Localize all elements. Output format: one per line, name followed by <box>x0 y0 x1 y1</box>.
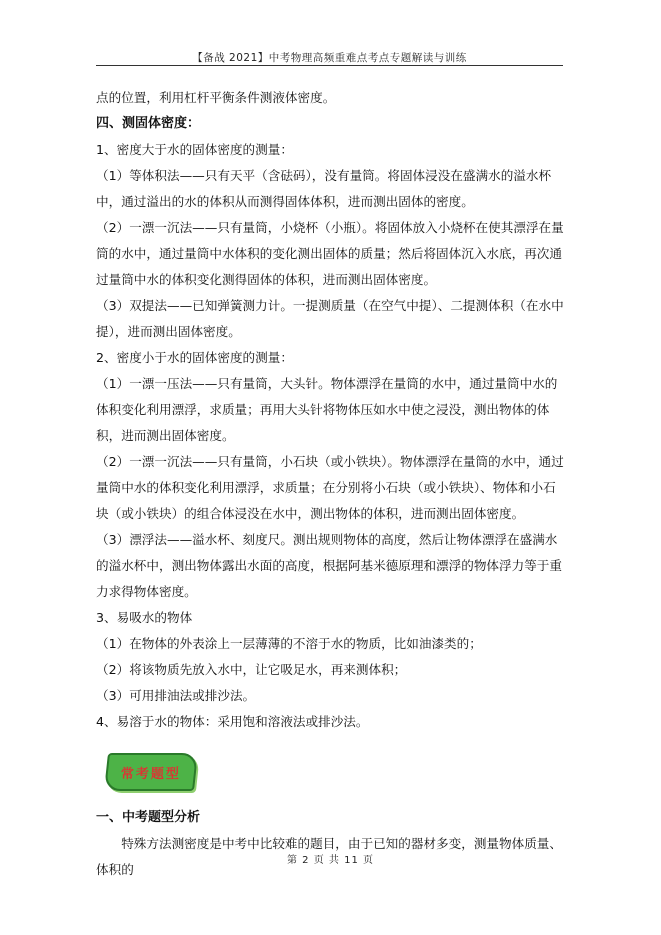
badge-container <box>96 749 566 797</box>
paragraph: （3）漂浮法——溢水杯、刻度尺。测出规则物体的高度，然后让物体漂浮在盛满水的溢水杯中，测出物体露出水面的高度，根据阿基米德原理和漂浮的物体浮力等于重力求得物体密度。 <box>96 532 562 599</box>
badge-label: 常考题型 <box>120 767 181 782</box>
paragraph: 点的位置，利用杠杆平衡条件测液体密度。 <box>96 90 336 105</box>
paragraph: （1）等体积法——只有天平（含砝码），没有量筒。将固体浸没在盛满水的溢水杯中，通过溢出的水的体积从而测得固体体积，进而测出固体的密度。 <box>96 168 552 209</box>
section-badge <box>104 753 198 791</box>
page-footer: 第 2 页 共 11 页 <box>287 855 374 866</box>
paragraph: （1）一漂一压法——只有量筒，大头针。物体漂浮在量筒的水中，通过量筒中水的体积变化利用漂浮，求质量；再用大头针将物体压如水中使之浸没，测出物体的体积，进而测出固体密度。 <box>96 376 558 443</box>
page-header: 【备战 2021】中考物理高频重难点考点专题解读与训练 <box>192 52 467 64</box>
paragraph: 4、易溶于水的物体：采用饱和溶液法或排沙法。 <box>96 714 369 729</box>
paragraph: 特殊方法测密度是中考中比较难的题目，由于已知的器材多变，测量物体质量、体积的 <box>96 836 562 877</box>
section-heading: 四、测固体密度： <box>96 116 201 131</box>
paragraph: 3、易吸水的物体 <box>96 610 193 625</box>
paragraph: （2）一漂一沉法——只有量筒，小烧杯（小瓶）。将固体放入小烧杯在使其漂浮在量筒的水中，通过量筒中水体积的变化测出固体的质量；然后将固体沉入水底，再次通过量筒中水的体积变化测得固体的体积，进而测出固体密度。 <box>96 220 564 287</box>
paragraph: （3）可用排油法或排沙法。 <box>96 688 256 703</box>
paragraph: （2）将该物质先放入水中，让它吸足水，再来测体积； <box>96 662 407 677</box>
paragraph: （2）一漂一沉法——只有量筒，小石块（或小铁块）。物体漂浮在量筒的水中，通过量筒中水的体积变化利用漂浮，求质量；在分别将小石块（或小铁块）、物体和小石块（或小铁块）的组合体浸没在水中，测出物体的体积，进而测出固体密度。 <box>96 454 564 521</box>
paragraph: 2、密度小于水的固体密度的测量： <box>96 350 293 365</box>
section-heading: 一、中考题型分析 <box>96 810 201 825</box>
paragraph: （3）双提法——已知弹簧测力计。一提测质量（在空气中提）、二提测体积（在水中提），进而测出固体密度。 <box>96 298 564 339</box>
document-body <box>96 85 566 883</box>
paragraph: （1）在物体的外表涂上一层薄薄的不溶于水的物质，比如油漆类的； <box>96 636 482 651</box>
paragraph: 1、密度大于水的固体密度的测量： <box>96 142 293 157</box>
header-rule <box>96 65 563 66</box>
